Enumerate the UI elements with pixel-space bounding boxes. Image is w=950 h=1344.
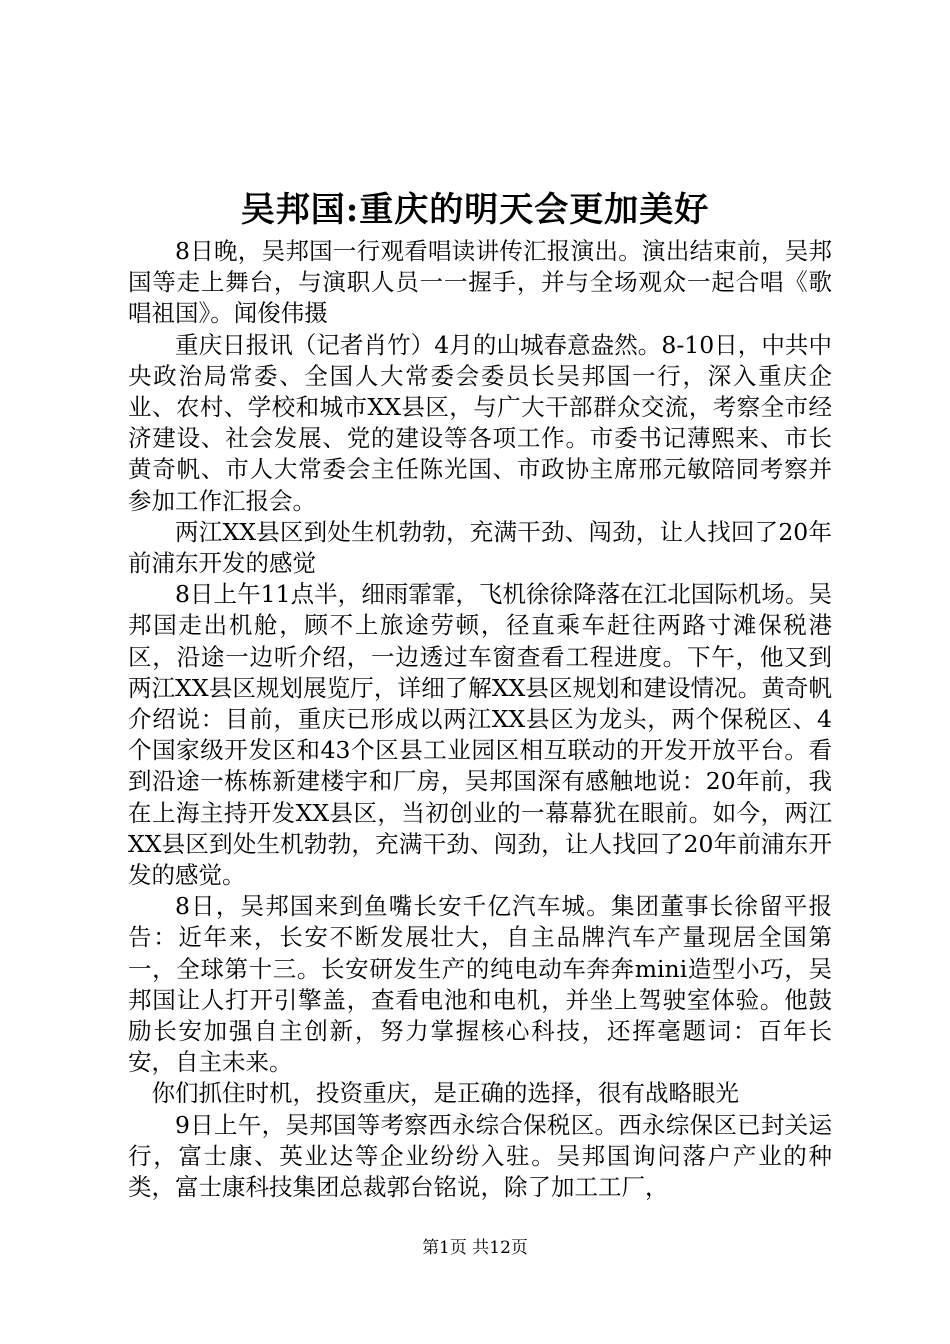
page-number-footer: 第1页 共12页 [422, 1238, 528, 1258]
document-body [128, 236, 832, 1203]
paragraph-7: 9日上午，吴邦国等考察西永综合保税区。西永综保区已封关运行，富士康、英业达等企业纷纷入驻。吴邦国询问落户产业的种类，富士康科技集团总裁郭台铭说，除了加工工厂， [128, 1110, 832, 1202]
paragraph-4: 8日上午11点半，细雨霏霏，飞机徐徐降落在江北国际机场。吴邦国走出机舱，顾不上旅途劳顿，径直乘车赶往两路寸滩保税港区，沿途一边听介绍，一边透过车窗查看工程进度。下午，他又到两江XX县区规划展览厅，详细了解XX县区规划和建设情况。黄奇帆介绍说：目前，重庆已形成以两江XX县区为龙头，两个保税区、4个国家级开发区和43个区县工业园区相互联动的开发开放平台。看到沿途一栋栋新建楼宇和厂房，吴邦国深有感触地说：20年前，我在上海主持开发XX县区，当初创业的一幕幕犹在眼前。如今，两江XX县区到处生机勃勃，充满干劲、闯劲，让人找回了20年前浦东开发的感觉。 [128, 580, 832, 890]
paragraph-1: 8日晚，吴邦国一行观看唱读讲传汇报演出。演出结束前，吴邦国等走上舞台，与演职人员一一握手，并与全场观众一起合唱《歌唱祖国》。闻俊伟摄 [128, 237, 832, 328]
document-title: 吴邦国:重庆的明天会更加美好 [240, 190, 710, 230]
paragraph-5: 8日，吴邦国来到鱼嘴长安千亿汽车城。集团董事长徐留平报告：近年来，长安不断发展壮大，自主品牌汽车产量现居全国第一，全球第十三。长安研发生产的纯电动车奔奔mini造型小巧，吴邦国让人打开引擎盖，查看电池和电机，并坐上驾驶室体验。他鼓励长安加强自主创新，努力掌握核心科技，还挥毫题词：百年长安，自主未来。 [128, 892, 832, 1077]
paragraph-3: 两江XX县区到处生机勃勃，充满干劲、闯劲，让人找回了20年前浦东开发的感觉 [128, 517, 832, 578]
paragraph-2: 重庆日报讯（记者肖竹）4月的山城春意盎然。8-10日，中共中央政治局常委、全国人大常委会委员长吴邦国一行，深入重庆企业、农村、学校和城市XX县区，与广大干部群众交流，考察全市经济建设、社会发展、党的建设等各项工作。市委书记薄熙来、市长黄奇帆、市人大常委会主任陈光国、市政协主席邢元敏陪同考察并参加工作汇报会。 [128, 330, 832, 515]
paragraph-6: 你们抓住时机，投资重庆，是正确的选择，很有战略眼光 [151, 1079, 739, 1108]
